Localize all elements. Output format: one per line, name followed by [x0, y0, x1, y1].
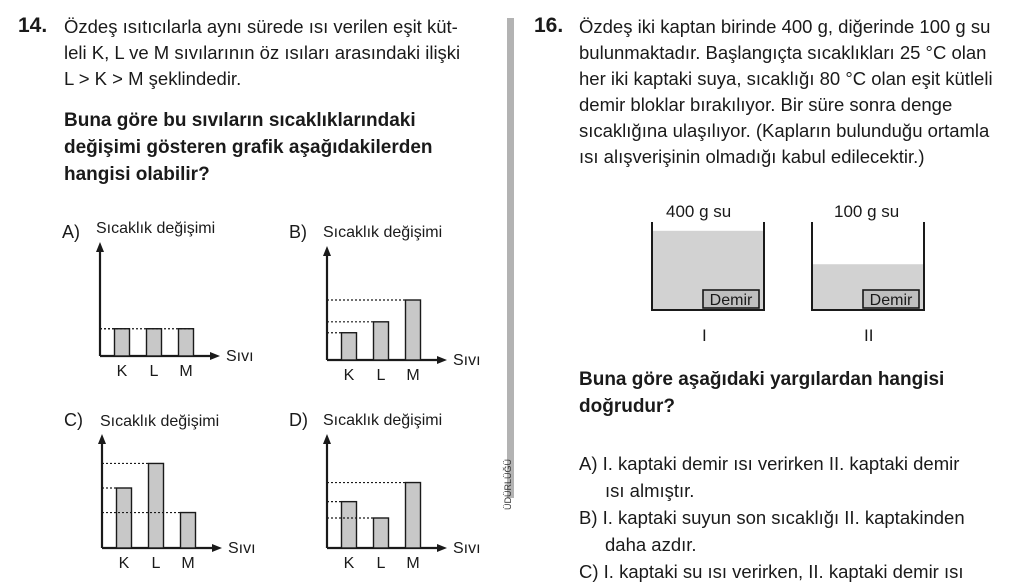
q16-number: 16.: [534, 14, 564, 37]
q16-text-line: ısı alışverişinin olmadığı kabul edilecektir.): [579, 146, 925, 167]
y-axis-arrow: [98, 434, 106, 444]
bar: [374, 518, 389, 548]
answer-line: A) I. kaptaki demir ısı verirken II. kaptaki demir: [579, 453, 960, 474]
answer-line: daha azdır.: [605, 534, 697, 555]
option-letter: C): [64, 410, 83, 430]
iron-block-label: Demir: [869, 292, 913, 309]
q16-text: [579, 14, 993, 170]
y-axis-label: Sıcaklık değişimi: [96, 220, 216, 237]
sidebar-text: ÜDÜRLÜĞÜ: [503, 458, 513, 510]
x-axis-arrow: [437, 544, 447, 552]
bar: [115, 329, 130, 356]
bar: [181, 513, 196, 548]
bar: [149, 463, 164, 548]
q16-question-line: Buna göre aşağıdaki yargılardan hangisi: [579, 369, 945, 390]
option-d[interactable]: [289, 410, 509, 572]
roman-label: II: [864, 326, 874, 345]
q16-text-line: Özdeş iki kaptan birinde 400 g, diğerinde 100 g su: [579, 16, 991, 37]
option-letter: A): [62, 222, 80, 242]
y-axis-label: Sıcaklık değişimi: [323, 224, 443, 241]
x-axis-label: Sıvı: [453, 352, 481, 369]
option-b[interactable]: [289, 222, 509, 392]
tick-label: L: [376, 367, 386, 384]
q14-number: 14.: [18, 14, 48, 37]
option-c[interactable]: [64, 410, 284, 572]
q14-question-line: değişimi gösteren grafik aşağıdakilerden: [64, 137, 433, 158]
x-axis-arrow: [437, 356, 447, 364]
bar-chart: [62, 218, 282, 388]
y-axis-label: Sıcaklık değişimi: [100, 413, 220, 430]
tick-label: L: [376, 555, 386, 572]
q16-text-line: bulunmaktadır. Başlangıçta sıcaklıkları 25 °C olan: [579, 42, 987, 63]
bar-chart: [289, 410, 509, 572]
option-letter: D): [289, 410, 308, 430]
tick-label: K: [343, 555, 355, 572]
bar-chart: [64, 410, 284, 572]
y-axis-arrow: [323, 434, 331, 444]
answer-line: B) I. kaptaki suyun son sıcaklığı II. kaptakinden: [579, 507, 965, 528]
roman-label: I: [702, 326, 707, 345]
x-axis-label: Sıvı: [226, 348, 254, 365]
q16-text-line: sıcaklığına ulaşılıyor. (Kapların bulunduğu ortamla: [579, 120, 990, 141]
q14-question-line: Buna göre bu sıvıların sıcaklıklarındaki: [64, 110, 416, 131]
q16-question-line: doğrudur?: [579, 396, 676, 417]
y-axis-arrow: [96, 242, 104, 252]
beaker-i: [646, 200, 776, 350]
tick-label: L: [151, 555, 161, 572]
bar: [406, 483, 421, 548]
q14-text-line: Özdeş ısıtıcılarla aynı sürede ısı verilen eşit küt-: [64, 16, 458, 37]
q16-text-line: her iki kaptaki suya, sıcaklığı 80 °C olan eşit kütleli: [579, 68, 993, 89]
q14-text-line: L > K > M şeklindedir.: [64, 68, 242, 89]
tick-label: M: [179, 363, 193, 380]
tick-label: M: [181, 555, 195, 572]
answer-option-a[interactable]: [579, 450, 1019, 504]
bar: [374, 322, 389, 360]
answer-line: ısı almıştır.: [605, 480, 695, 501]
q14-text-line: leli K, L ve M sıvılarının öz ısıları arasındaki ilişki: [64, 42, 461, 63]
beaker-drawing: [646, 200, 776, 350]
q14-text: [64, 14, 460, 92]
option-letter: B): [289, 222, 307, 242]
y-axis-arrow: [323, 246, 331, 256]
tick-label: K: [116, 363, 128, 380]
q14-question-line: hangisi olabilir?: [64, 164, 210, 185]
q16-question: [579, 366, 944, 420]
beaker-label: 400 g su: [666, 202, 732, 221]
tick-label: M: [406, 555, 420, 572]
beaker-label: 100 g su: [834, 202, 900, 221]
q14-question: [64, 107, 433, 188]
tick-label: M: [406, 367, 420, 384]
y-axis-label: Sıcaklık değişimi: [323, 412, 443, 429]
bar: [179, 329, 194, 356]
answer-line: C) I. kaptaki su ısı verirken, II. kaptaki demir ısı: [579, 561, 964, 582]
option-a[interactable]: [62, 218, 282, 388]
q16-answers: [579, 450, 1019, 585]
bar: [342, 502, 357, 548]
bar: [147, 329, 162, 356]
x-axis-label: Sıvı: [228, 540, 256, 557]
bar: [406, 300, 421, 360]
answer-option-b[interactable]: [579, 504, 1019, 558]
bar-chart: [289, 222, 509, 392]
iron-block-label: Demir: [709, 292, 753, 309]
bar: [117, 488, 132, 548]
tick-label: K: [118, 555, 130, 572]
x-axis-arrow: [210, 352, 220, 360]
bar: [342, 333, 357, 360]
x-axis-label: Sıvı: [453, 540, 481, 557]
tick-label: L: [149, 363, 159, 380]
answer-option-c[interactable]: [579, 558, 1019, 585]
x-axis-arrow: [212, 544, 222, 552]
beaker-ii: [806, 200, 936, 350]
q16-text-line: demir bloklar bırakılıyor. Bir süre sonra denge: [579, 94, 953, 115]
tick-label: K: [343, 367, 355, 384]
column-divider: [507, 18, 514, 498]
